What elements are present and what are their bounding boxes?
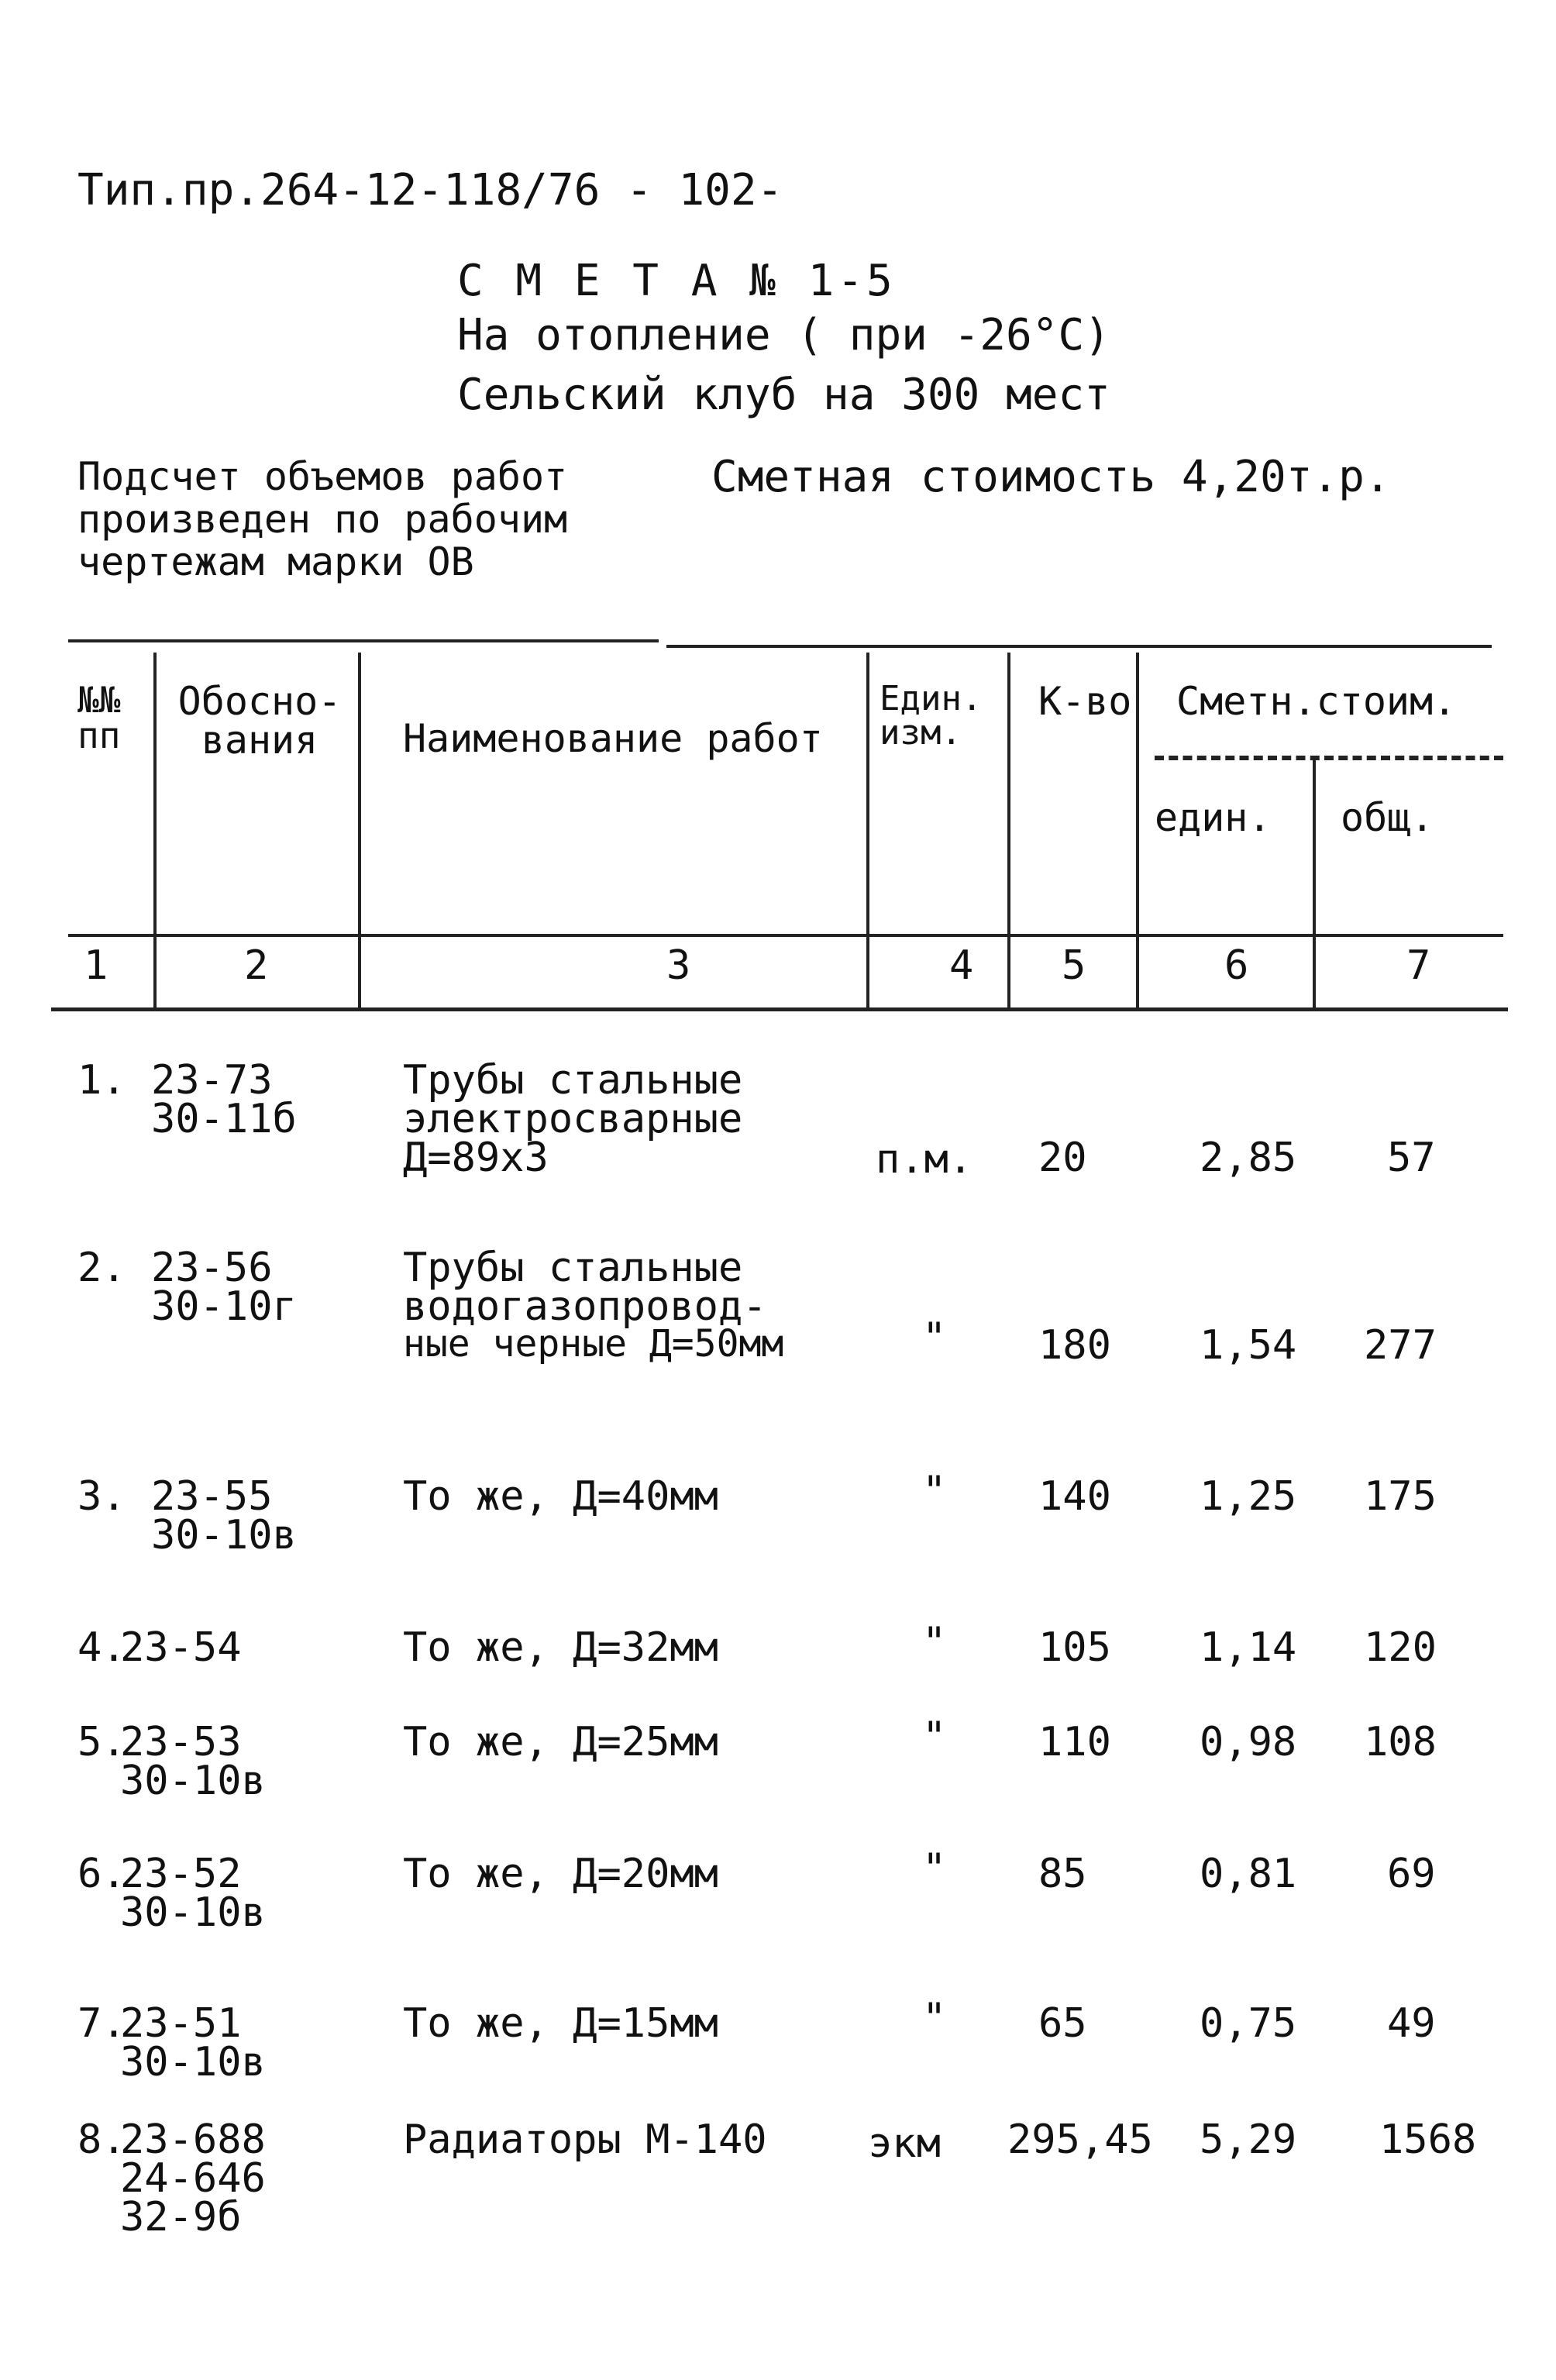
row-8-num: 8. — [77, 2117, 126, 2163]
row-1-name-1: Трубы стальные — [403, 1057, 743, 1104]
row-8-unit-cost: 5,29 — [1200, 2117, 1297, 2163]
row-6-unit: " — [922, 1845, 947, 1892]
row-8-total: 1568 — [1379, 2117, 1477, 2163]
row-7-qty: 65 — [1038, 2000, 1087, 2047]
row-3-num: 3. — [77, 1473, 126, 1520]
row-1-unit-cost: 2,85 — [1200, 1135, 1297, 1181]
row-3-unit-cost: 1,25 — [1200, 1473, 1297, 1520]
row-5-basis-2: 30-10в — [120, 1758, 266, 1804]
row-1-basis-1: 23-73 — [151, 1057, 273, 1104]
row-1-name-3: Д=89х3 — [403, 1135, 549, 1181]
row-5-unit: " — [922, 1714, 947, 1760]
note-line-1: Подсчет объемов работ — [77, 454, 568, 499]
row-4-unit-cost: 1,14 — [1200, 1624, 1297, 1671]
row-4-unit: " — [922, 1619, 947, 1665]
row-5-qty: 110 — [1038, 1719, 1111, 1765]
col-header-total: общ. — [1341, 795, 1434, 840]
row-8-name-1: Радиаторы М-140 — [403, 2117, 767, 2163]
row-7-unit: " — [922, 1995, 947, 2041]
col-header-unit-cost: един. — [1155, 795, 1272, 840]
row-7-basis-1: 23-51 — [120, 2000, 242, 2047]
row-7-total: 49 — [1387, 2000, 1436, 2047]
note-line-2: произведен по рабочим — [77, 497, 568, 542]
row-7-basis-2: 30-10в — [120, 2039, 266, 2086]
row-1-name-2: электросварные — [403, 1096, 743, 1142]
row-6-name-1: То же, Д=20мм — [403, 1851, 718, 1897]
row-3-name-1: То же, Д=40мм — [403, 1473, 718, 1520]
row-8-qty: 295,45 — [1007, 2117, 1153, 2163]
row-1-num: 1. — [77, 1057, 126, 1104]
document-title: С М Е Т А № 1-5 — [457, 256, 896, 306]
row-5-basis-1: 23-53 — [120, 1719, 242, 1765]
row-4-name-1: То же, Д=32мм — [403, 1624, 718, 1671]
col-header-num: №№ пп — [77, 679, 121, 756]
cost-subheader-dashed-rule — [1155, 756, 1503, 760]
row-1-basis-2: 30-11б — [151, 1096, 297, 1142]
col-divider-1 — [153, 653, 157, 1007]
row-3-qty: 140 — [1038, 1473, 1111, 1520]
col-number-7: 7 — [1406, 942, 1431, 989]
row-6-basis-1: 23-52 — [120, 1851, 242, 1897]
note-line-3: чертежам марки ОВ — [77, 539, 474, 584]
col-divider-3 — [866, 653, 869, 1007]
col-number-4: 4 — [949, 942, 974, 989]
row-6-total: 69 — [1387, 1851, 1436, 1897]
row-4-qty: 105 — [1038, 1624, 1111, 1671]
col-number-1: 1 — [84, 942, 108, 989]
row-1-qty: 20 — [1038, 1135, 1087, 1181]
table-header-bottom-rule — [68, 934, 1503, 937]
row-3-total: 175 — [1364, 1473, 1437, 1520]
table-top-rule-right — [666, 645, 1492, 648]
row-1-total: 57 — [1387, 1135, 1436, 1181]
row-2-basis-1: 23-56 — [151, 1245, 273, 1291]
col-header-basis: Обосно-вания — [177, 679, 342, 763]
col-number-2: 2 — [244, 942, 269, 989]
row-2-num: 2. — [77, 1245, 126, 1291]
row-2-name-3: ные черные Д=50мм — [403, 1322, 784, 1366]
col-header-unit: Един. изм. — [880, 679, 983, 753]
row-6-qty: 85 — [1038, 1851, 1087, 1897]
row-5-unit-cost: 0,98 — [1200, 1719, 1297, 1765]
row-2-unit-cost: 1,54 — [1200, 1322, 1297, 1369]
document-code: Тип.пр.264-12-118/76 - 102- — [77, 165, 783, 215]
row-8-basis-1: 23-688 — [120, 2117, 266, 2163]
row-8-basis-3: 32-9б — [120, 2194, 242, 2241]
row-3-basis-1: 23-55 — [151, 1473, 273, 1520]
row-2-unit: " — [922, 1314, 947, 1361]
col-header-name: Наименование работ — [403, 716, 823, 761]
row-3-basis-2: 30-10в — [151, 1512, 297, 1559]
row-2-basis-2: 30-10г — [151, 1283, 297, 1330]
row-4-total: 120 — [1364, 1624, 1437, 1671]
row-6-unit-cost: 0,81 — [1200, 1851, 1297, 1897]
table-colnum-bottom-rule — [51, 1007, 1508, 1011]
row-4-basis-1: 23-54 — [120, 1624, 242, 1671]
document-subtitle-heating: На отопление ( при -26°С) — [457, 310, 1110, 360]
estimate-cost: Сметная стоимость 4,20т.р. — [711, 452, 1391, 502]
row-3-unit: " — [922, 1468, 947, 1514]
col-header-cost: Сметн.стоим. — [1176, 679, 1457, 724]
row-6-basis-2: 30-10в — [120, 1889, 266, 1936]
col-divider-5 — [1136, 653, 1139, 1007]
document-subtitle-object: Сельский клуб на 300 мест — [457, 370, 1110, 420]
row-8-unit: экм — [868, 2120, 941, 2167]
row-7-unit-cost: 0,75 — [1200, 2000, 1297, 2047]
row-5-total: 108 — [1364, 1719, 1437, 1765]
row-5-num: 5. — [77, 1719, 126, 1765]
col-header-qty: К-во — [1038, 679, 1132, 724]
table-top-rule-left — [68, 639, 659, 642]
row-8-basis-2: 24-646 — [120, 2155, 266, 2202]
col-number-6: 6 — [1224, 942, 1249, 989]
row-7-name-1: То же, Д=15мм — [403, 2000, 718, 2047]
row-2-qty: 180 — [1038, 1322, 1111, 1369]
col-divider-2 — [358, 653, 361, 1007]
col-divider-4 — [1007, 653, 1010, 1007]
row-2-name-2: водогазопровод- — [403, 1283, 767, 1330]
row-2-total: 277 — [1364, 1322, 1437, 1369]
row-2-name-1: Трубы стальные — [403, 1245, 743, 1291]
row-4-num: 4. — [77, 1624, 126, 1671]
row-7-num: 7. — [77, 2000, 126, 2047]
col-number-3: 3 — [666, 942, 691, 989]
row-6-num: 6. — [77, 1851, 126, 1897]
row-5-name-1: То же, Д=25мм — [403, 1719, 718, 1765]
col-divider-6 — [1313, 756, 1316, 1007]
col-number-5: 5 — [1062, 942, 1086, 989]
row-1-unit: п.м. — [876, 1136, 973, 1183]
